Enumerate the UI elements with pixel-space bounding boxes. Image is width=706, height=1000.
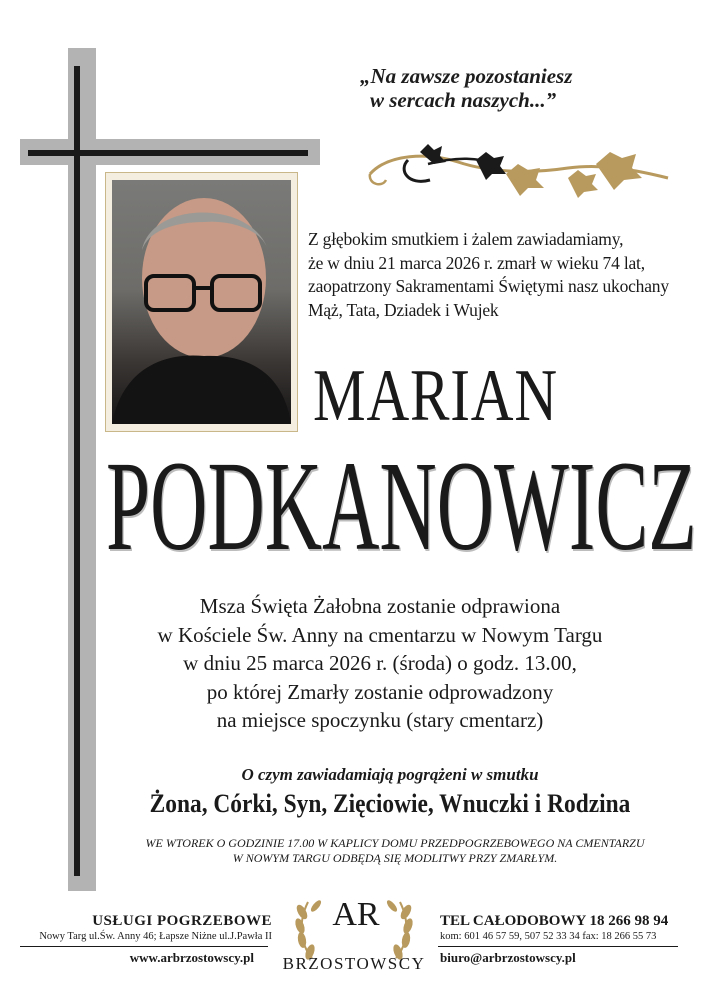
footer-company-info xyxy=(10,912,272,944)
memorial-quote xyxy=(360,64,660,112)
prayer-notice xyxy=(110,836,680,866)
prayer-line-2: W NOWYM TARGU ODBĘDĄ SIĘ MODLITWY PRZY ZMARŁYM. xyxy=(232,851,558,865)
intro-line: Mąż, Tata, Dziadek i Wujek xyxy=(308,299,499,320)
footer-divider-right xyxy=(438,946,678,947)
footer-phone-title: TEL CAŁODOBOWY 18 266 98 94 xyxy=(440,913,669,929)
mourners-intro: O czym zawiadamiają pogrążeni w smutku xyxy=(241,765,539,784)
logo-initials: AR xyxy=(332,896,380,933)
cross-vertical-shadow xyxy=(68,48,96,891)
intro-line: zaopatrzony Sakramentami Świętymi nasz ukochany xyxy=(308,276,669,296)
footer-phone-numbers: kom: 601 46 57 59, 507 52 33 34 fax: 18 266 55 73 xyxy=(440,931,657,942)
vine-leaves-ornament xyxy=(368,134,678,214)
mass-line: Msza Święta Żałobna zostanie odprawiona xyxy=(199,594,561,618)
footer-website-link[interactable]: www.arbrzostowscy.pl xyxy=(129,950,254,965)
footer-address: Nowy Targ ul.Św. Anny 46; Łapsze Niżne ul.J.Pawła II xyxy=(39,931,272,942)
mass-line: w Kościele Św. Anny na cmentarzu w Nowym Targu xyxy=(157,622,603,647)
footer-services-title: USŁUGI POGRZEBOWE xyxy=(92,913,272,929)
footer-divider-left xyxy=(20,946,268,947)
cross-horizontal-bar xyxy=(28,150,308,156)
intro-line: że w dniu 21 marca 2026 r. zmarł w wieku 74 lat, xyxy=(308,252,645,273)
quote-line-2: w sercach naszych...” xyxy=(370,88,557,112)
intro-line: Z głębokim smutkiem i żalem zawiadamiamy, xyxy=(308,229,624,249)
footer-contact-info xyxy=(440,912,690,944)
cross-vertical-bar xyxy=(74,66,80,876)
mass-line: na miejsce spoczynku (stary cmentarz) xyxy=(216,708,544,732)
mass-line: w dniu 25 marca 2026 r. (środa) o godz. 13.00, xyxy=(183,651,577,675)
prayer-line-1: WE WTOREK O GODZINIE 17.00 W KAPLICY DOMU PRZEDPOGRZEBOWEGO NA CMENTARZU xyxy=(145,836,645,850)
deceased-last-name: PODKANOWICZ xyxy=(106,435,697,577)
quote-line-1: „Na zawsze pozostaniesz xyxy=(360,64,573,88)
deceased-first-name: MARIAN xyxy=(313,355,558,437)
logo-company-name: BRZOSTOWSCY xyxy=(282,954,426,973)
mass-line: po której Zmarły zostanie odprowadzony xyxy=(206,679,554,704)
announcement-intro xyxy=(308,228,688,322)
mourners-names: Żona, Córki, Syn, Zięciowie, Wnuczki i Rodzina xyxy=(149,789,631,818)
portrait-photo xyxy=(112,180,291,424)
footer-email-link[interactable]: biuro@arbrzostowscy.pl xyxy=(440,950,576,965)
funeral-mass-info xyxy=(120,592,640,735)
